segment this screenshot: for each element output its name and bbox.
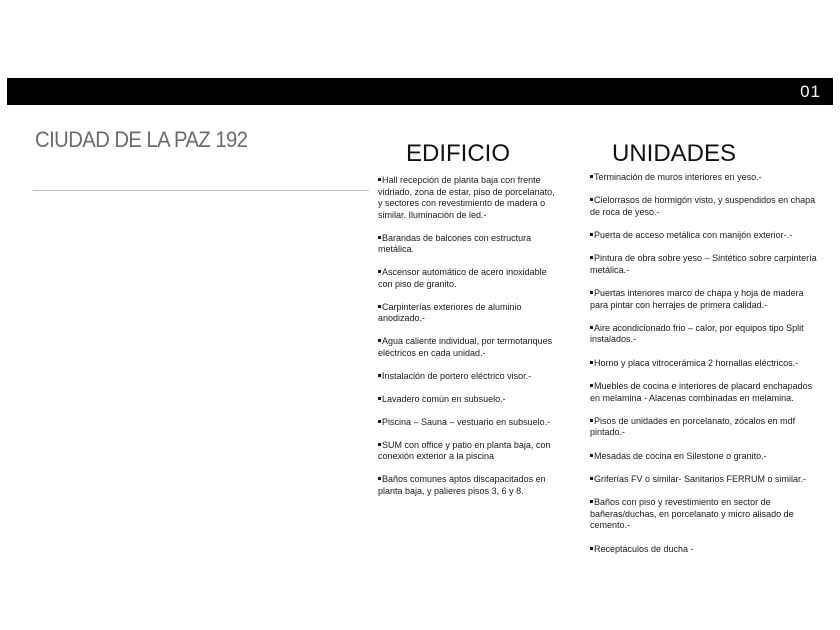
- list-item: [378, 302, 558, 325]
- list-item: [378, 474, 558, 497]
- bullet-icon: [378, 305, 381, 308]
- list-item: [378, 336, 558, 359]
- item-text: Muebles de cocina e interiores de placard enchapados en melamina - Alacenas combinadas en melamina.: [590, 381, 813, 403]
- item-text: Ascensor automático de acero inoxidable con piso de granito.: [378, 267, 547, 289]
- item-text: SUM con office y patio en planta baja, con conexión exterior a la piscina: [378, 439, 551, 461]
- bullet-icon: [590, 256, 593, 259]
- list-item: [590, 172, 818, 184]
- bullet-icon: [590, 500, 593, 503]
- bullet-icon: [378, 420, 381, 423]
- bullet-icon: [590, 419, 593, 422]
- item-text: Lavadero común en subsuelo.-: [382, 393, 506, 404]
- item-text: Pintura de obra sobre yeso – Sintético sobre carpintería metálica.-: [590, 253, 817, 275]
- bullet-icon: [590, 326, 593, 329]
- bullet-icon: [590, 361, 593, 364]
- edificio-list: [378, 175, 558, 509]
- item-text: Instalación de portero eléctrico visor.-: [382, 370, 532, 381]
- list-item: [590, 474, 818, 486]
- item-text: Puertas interiores marco de chapa y hoja de madera para pintar con herrajes de primera calidad.-: [590, 288, 804, 310]
- bullet-icon: [590, 175, 593, 178]
- list-item: [590, 451, 818, 463]
- bullet-icon: [590, 547, 593, 550]
- list-item: [378, 175, 558, 221]
- list-item: [590, 416, 818, 439]
- bullet-icon: [590, 291, 593, 294]
- unidades-heading: UNIDADES: [612, 140, 737, 167]
- item-text: Pisos de unidades en porcelanato, zócalos en mdf pintado.-: [590, 415, 796, 438]
- item-text: Baños comunes aptos discapacitados en planta baja, y palieres pisos 3, 6 y 8.: [378, 474, 546, 496]
- item-text: Agua caliente individual, por termotanques eléctricos en cada unidad.-: [378, 336, 553, 358]
- list-item: [590, 381, 818, 404]
- bullet-icon: [590, 198, 593, 201]
- item-text: Griferías FV o similar- Sanitarios FERRUM o similar.-: [594, 473, 807, 484]
- bullet-icon: [378, 477, 381, 480]
- list-item: [590, 288, 818, 311]
- list-item: [590, 323, 818, 346]
- bullet-icon: [378, 339, 381, 342]
- list-item: [590, 544, 818, 556]
- bullet-icon: [590, 454, 593, 457]
- unidades-list: [590, 172, 818, 567]
- item-text: Cielorrasos de hormigón visto, y suspendidos en chapa de roca de yeso.-: [590, 195, 816, 217]
- bullet-icon: [378, 236, 381, 239]
- item-text: Carpinterías exteriores de aluminio anodizado.-: [378, 301, 522, 323]
- title-divider: [33, 190, 369, 191]
- bullet-icon: [378, 397, 381, 400]
- list-item: [590, 358, 818, 370]
- bullet-icon: [378, 443, 381, 446]
- bullet-icon: [378, 178, 381, 181]
- list-item: [378, 267, 558, 290]
- item-text: Barandas de balcones con estructura metálica.: [378, 232, 532, 254]
- bullet-icon: [590, 233, 593, 236]
- list-item: [378, 440, 558, 463]
- item-text: Piscina – Sauna – vestuario en subsuelo.-: [382, 416, 551, 427]
- item-text: Receptáculos de ducha -: [594, 543, 694, 554]
- list-item: [378, 233, 558, 256]
- project-title: CIUDAD DE LA PAZ 192: [35, 127, 248, 152]
- edificio-heading: EDIFICIO: [406, 140, 511, 167]
- page-number: 01: [800, 82, 821, 101]
- item-text: Hall recepción de planta baja con frente vidriado, zona de estar, piso de porcelanato, y sectores con revestimiento de madera o similar. Iluminación de led.-: [378, 175, 555, 220]
- item-text: Baños con piso y revestimiento en sector de bañeras/duchas, en porcelanato y micro alisado de cemento.-: [590, 497, 794, 531]
- bullet-icon: [378, 270, 381, 273]
- list-item: [378, 371, 558, 383]
- list-item: [378, 417, 558, 429]
- item-text: Mesadas de cocina en Silestone o granito.-: [594, 450, 767, 461]
- item-text: Horno y placa vitrocerámica 2 hornallas eléctricos.-: [594, 357, 799, 368]
- item-text: Puerta de acceso metálica con manijón exterior-.-: [594, 230, 793, 241]
- item-text: Aire acondicionado frio – calor, por equipos tipo Split instalados.-: [590, 322, 804, 345]
- list-item: [378, 394, 558, 406]
- list-item: [590, 230, 818, 242]
- bullet-icon: [590, 384, 593, 387]
- list-item: [590, 497, 818, 532]
- header-bar: [7, 78, 833, 105]
- list-item: [590, 253, 818, 276]
- item-text: Terminación de muros interiores en yeso.-: [594, 172, 762, 182]
- bullet-icon: [590, 477, 593, 480]
- bullet-icon: [378, 374, 381, 377]
- list-item: [590, 195, 818, 218]
